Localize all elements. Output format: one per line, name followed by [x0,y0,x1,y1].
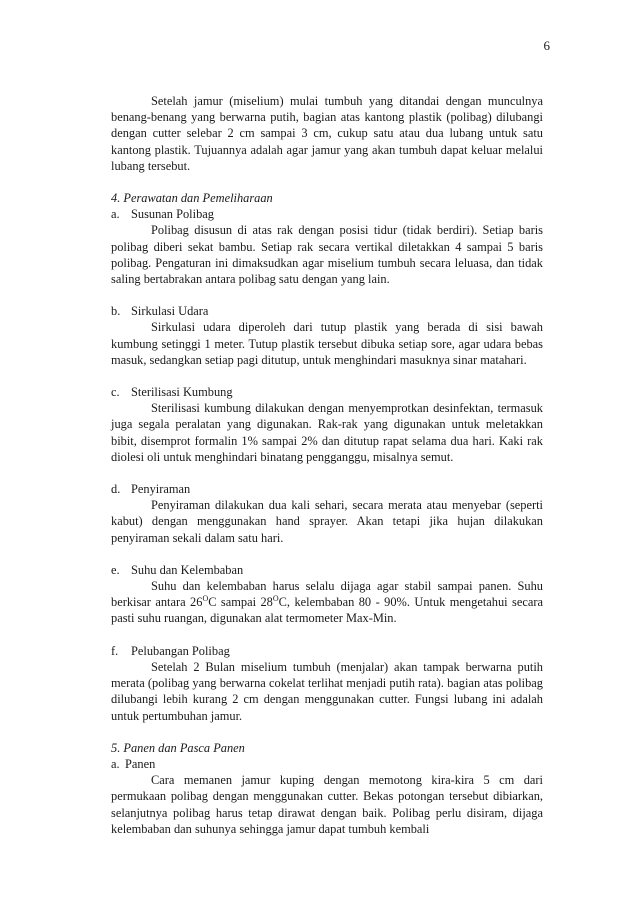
subsection-5a-text: Cara memanen jamur kuping dengan memotong kira-kira 5 cm dari permukaan polibag dengan menggunakan cutter. Bekas potongan tersebut dibiarkan, selanjutnya polibag harus tetap dirawat dengan baik. Polibag perlu disiram, dijaga kelembaban dan suhunya sehingga jamur dapat tumbuh kembali [111,773,543,836]
subsection-label: Susunan Polibag [131,207,214,222]
subsection-4d-text: Penyiraman dilakukan dua kali sehari, secara merata atau menyebar (seperti kabut) dengan menggunakan hand sprayer. Akan tetapi jika hujan dilakukan penyiraman sekali dalam satu hari. [111,498,543,545]
text-run: C, kelembaban 80 - 90%. Untuk mengetahui secara pasti suhu ruangan, digunakan alat termometer Max-Min. [111,595,543,626]
subsection-4f-title [111,643,543,659]
subsection-5a-title [111,756,543,772]
section-4-title: 4. Perawatan dan Pemeliharaan [111,191,273,206]
subsection-label: Sterilisasi Kumbung [131,385,233,400]
intro-paragraph: Setelah jamur (miselium) mulai tumbuh yang ditandai dengan munculnya benang-benang yang berwarna putih, bagian atas kantong plastik (polibag) dilubangi dengan cutter selebar 2 cm sampai 3 cm, cukup satu atau dua lubang untuk satu kantong plastik. Tujuannya adalah agar jamur yang akan tumbuh dapat keluar melalui lubang tersebut. [111,94,543,173]
subsection-4b-text: Sirkulasi udara diperoleh dari tutup plastik yang berada di sisi bawah kumbung setinggi 1 meter. Tutup plastik tersebut dibuka setiap sore, agar udara bebas masuk, sedangkan setiap pagi ditutup, untuk menghindari masuknya sinar matahari. [111,320,543,367]
page-content [111,93,543,837]
subsection-4a-title [111,206,543,222]
subsection-letter: a. [111,207,120,222]
subsection-4d-title [111,481,543,497]
subsection-4c-title [111,384,543,400]
subsection-label: Sirkulasi Udara [131,304,209,319]
subsection-letter: d. [111,482,121,497]
subsection-4b-title [111,303,543,319]
subsection-label: Penyiraman [131,482,191,497]
subsection-4f-text: Setelah 2 Bulan miselium tumbuh (menjalar) akan tampak berwarna putih merata (polibag yang berwarna cokelat terlihat menjadi putih rata). bagian atas polibag dilubangi lebih kurang 2 cm dengan menggunakan cutter. Fungsi lubang ini adalah untuk pertumbuhan jamur. [111,659,543,723]
subsection-4a-text: Polibag disusun di atas rak dengan posisi tidur (tidak berdiri). Setiap baris polibag diberi sekat bambu. Setiap rak secara vertikal diletakkan 4 sampai 5 baris polibag. Pengaturan ini dimaksudkan agar miselium tumbuh secara leluasa, dan tidak saling bertabrakan antara polibag satu dengan yang lain. [111,223,543,287]
superscript: O [202,594,209,604]
subsection-4c-text: Sterilisasi kumbung dilakukan dengan menyemprotkan desinfektan, termasuk juga segala peralatan yang digunakan. Rak-rak yang digunakan untuk meletakkan bibit, disemprot formalin 1% sampai 2% dan ditutup rapat selama dua hari. Kaki rak diolesi oli untuk menghindari binatang pengganggu, misalnya semut. [111,401,543,464]
subsection-4e-title [111,562,543,578]
superscript: O [272,594,279,604]
subsection-letter: c. [111,385,120,400]
text-run: Suhu dan kelembaban harus selalu dijaga agar stabil sampai panen. Suhu berkisar antara 26 [111,579,543,610]
subsection-label: Panen [125,756,156,771]
section-5-title: 5. Panen dan Pasca Panen [111,740,245,755]
subsection-label: Suhu dan Kelembaban [131,562,244,577]
subsection-letter: a. [111,756,120,771]
subsection-letter: e. [111,562,120,577]
subsection-letter: b. [111,304,121,319]
text-run: C sampai 28 [208,595,273,610]
subsection-4e-text [111,578,543,627]
page-number: 6 [543,38,550,53]
subsection-letter: f. [111,643,119,658]
subsection-label: Pelubangan Polibag [131,643,230,658]
